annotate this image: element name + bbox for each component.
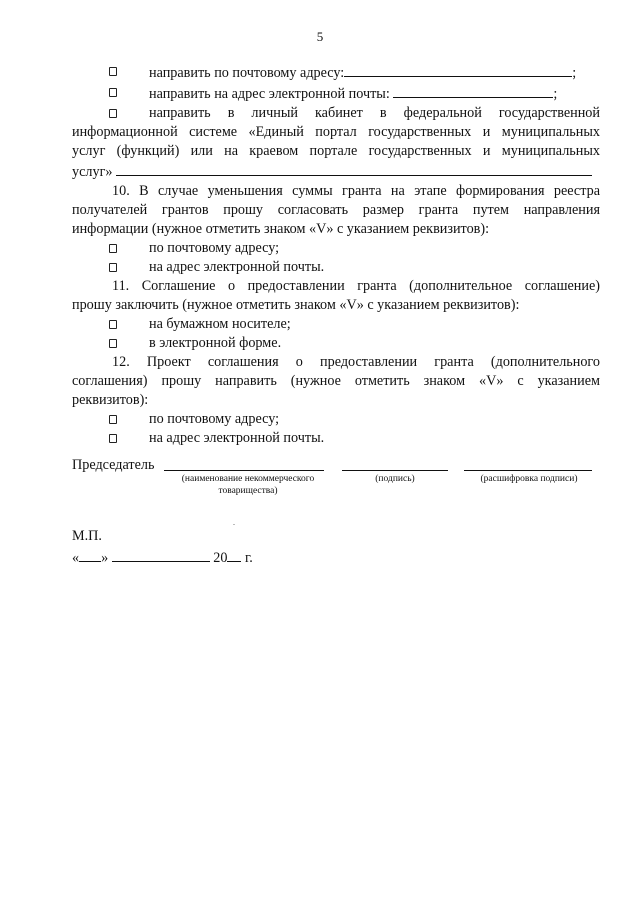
checkbox[interactable] (109, 109, 117, 118)
signature-label: Председатель (72, 457, 155, 473)
option-label: на бумажном носителе; (149, 316, 291, 332)
item-10-line: 10. В случае уменьшения суммы гранта на этапе формирования реестра (112, 183, 600, 199)
item-10-line: получателей грантов прошу согласовать размер гранта путем направления (72, 202, 600, 218)
cabinet-text-end: услуг» (72, 164, 113, 180)
item-10-option (72, 239, 600, 258)
checkbox[interactable] (109, 434, 117, 443)
option-suffix: ; (553, 86, 558, 102)
checkbox[interactable] (109, 67, 117, 76)
item-10-line: информации (нужное отметить знаком «V» с указанием реквизитов): (72, 221, 490, 237)
decode-caption: (расшифровка подписи) (480, 474, 578, 484)
option-suffix: ; (572, 65, 577, 81)
item-12-line: реквизитов): (72, 392, 149, 408)
checkbox[interactable] (109, 263, 117, 272)
checkbox[interactable] (109, 244, 117, 253)
month-field[interactable] (112, 547, 210, 562)
quote-open: « (72, 550, 80, 566)
item-12-option (72, 429, 600, 448)
checkbox[interactable] (109, 88, 117, 97)
checkbox[interactable] (109, 339, 117, 348)
decode-line[interactable] (464, 470, 592, 471)
fill-line[interactable] (344, 62, 572, 77)
item-11-line: 11. Соглашение о предоставлении гранта (дополнительное соглашение) (112, 278, 600, 294)
org-name-line[interactable] (164, 470, 324, 471)
quote-close: » (101, 550, 109, 566)
stamp-label: М.П. (72, 528, 102, 544)
option-label: по почтовому адресу; (149, 411, 280, 427)
option-label: в электронной форме. (149, 335, 282, 351)
item-11-option (72, 334, 600, 353)
cabinet-text-line (72, 161, 600, 182)
scan-speck (233, 524, 235, 525)
fill-line[interactable] (393, 83, 553, 98)
item-11-option (72, 315, 600, 334)
signature-line[interactable] (342, 470, 448, 471)
signature-block (72, 456, 612, 516)
day-field[interactable] (79, 547, 101, 562)
checkbox[interactable] (109, 415, 117, 424)
option-postal-address (72, 62, 600, 83)
signature-caption: (подпись) (375, 474, 415, 484)
option-label: на адрес электронной почты. (149, 259, 325, 275)
option-cabinet (72, 104, 600, 123)
year-prefix: 20 (213, 550, 228, 566)
option-label: на адрес электронной почты. (149, 430, 325, 446)
year-field[interactable] (227, 547, 241, 562)
item-12-line: соглашения) прошу направить (нужное отметить знаком «V» с указанием (72, 373, 600, 389)
page-number: 5 (316, 29, 324, 44)
document-body (72, 62, 600, 448)
option-label: направить по почтовому адресу: (149, 65, 345, 81)
option-label: направить в личный кабинет в федеральной государственной (149, 105, 600, 121)
date-line (72, 547, 253, 568)
item-12-line: 12. Проект соглашения о предоставлении гранта (дополнительного (112, 354, 600, 370)
option-label: направить на адрес электронной почты: (149, 86, 390, 102)
option-label: по почтовому адресу; (149, 240, 280, 256)
item-10-option (72, 258, 600, 277)
item-11-line: прошу заключить (нужное отметить знаком «V» с указанием реквизитов): (72, 297, 520, 313)
item-12-option (72, 410, 600, 429)
year-suffix: г. (245, 550, 253, 566)
cabinet-text-line: информационной системе «Единый портал государственных и муниципальных (72, 124, 600, 140)
checkbox[interactable] (109, 320, 117, 329)
org-name-caption: (наименование некоммерческого товарищества) (181, 474, 315, 496)
cabinet-text-line: услуг (функций) или на краевом портале государственных и муниципальных (72, 143, 600, 159)
option-email (72, 83, 600, 104)
fill-line[interactable] (116, 161, 592, 176)
